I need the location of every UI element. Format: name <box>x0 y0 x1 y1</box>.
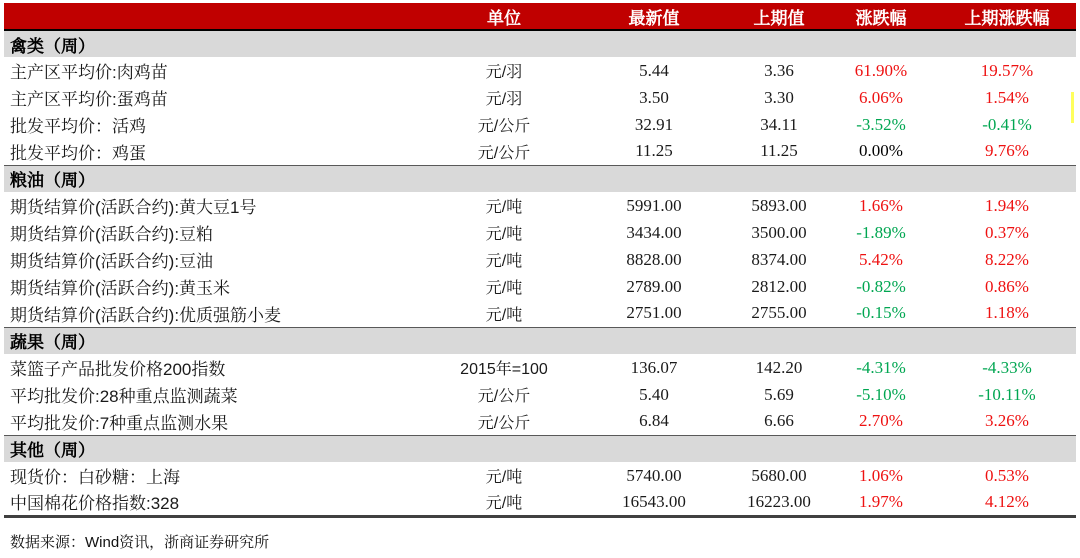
table-row <box>4 354 1076 381</box>
cell-change-pct: 0.00% <box>859 141 903 161</box>
cell-unit: 元/吨 <box>485 226 523 243</box>
table-row <box>4 84 1076 111</box>
cell-change-pct: -4.31% <box>856 357 906 377</box>
table-row <box>4 381 1076 408</box>
cell-change-pct: -5.10% <box>856 384 906 404</box>
cell-label: 期货结算价(活跃合约):优质强筋小麦 <box>10 305 282 325</box>
column-header-previous-value: 上期值 <box>734 3 824 30</box>
cell-unit: 元/公斤 <box>477 388 531 405</box>
cell-prev-value: 2812.00 <box>751 276 807 296</box>
cell-prev-change-pct: -0.41% <box>982 114 1032 134</box>
cell-change-pct: 5.42% <box>859 249 903 269</box>
cell-unit: 元/公斤 <box>477 414 531 432</box>
cell-latest-value: 6.84 <box>639 411 669 431</box>
cell-latest-value: 16543.00 <box>622 491 686 511</box>
cell-prev-value: 2755.00 <box>751 303 807 323</box>
table-row <box>4 300 1076 327</box>
cell-prev-change-pct: 4.12% <box>985 491 1029 511</box>
cell-change-pct: 6.06% <box>859 87 903 107</box>
cell-change-pct: -1.89% <box>856 222 906 242</box>
cell-label: 期货结算价(活跃合约):豆油 <box>10 252 214 271</box>
cell-unit: 元/公斤 <box>477 144 531 162</box>
data-source-note: 数据来源：Wind资讯，浙商证券研究所 <box>10 534 270 551</box>
commodity-price-table <box>4 3 1076 518</box>
cell-latest-value: 5740.00 <box>626 465 682 485</box>
cell-prev-value: 16223.00 <box>747 491 811 511</box>
cell-prev-value: 6.66 <box>764 411 794 431</box>
cell-prev-change-pct: 9.76% <box>985 141 1029 161</box>
cell-label: 平均批发价:28种重点监测蔬菜 <box>10 387 238 406</box>
cell-unit: 2015年=100 <box>460 361 548 378</box>
table-header <box>4 3 1076 30</box>
column-header-latest-value: 最新值 <box>574 3 734 30</box>
yellow-cursor-artifact <box>1071 92 1074 123</box>
cell-label: 期货结算价(活跃合约):黄玉米 <box>10 279 231 298</box>
cell-change-pct: 1.97% <box>859 491 903 511</box>
table-row <box>4 138 1076 165</box>
cell-latest-value: 2789.00 <box>626 276 682 296</box>
table-row <box>4 489 1076 516</box>
cell-unit: 元/吨 <box>485 306 523 324</box>
section-title: 禽类（周） <box>4 30 1076 57</box>
cell-prev-change-pct: 0.37% <box>985 222 1029 242</box>
cell-label: 菜篮子产品批发价格200指数 <box>10 360 226 379</box>
cell-latest-value: 5991.00 <box>626 195 682 215</box>
table-row <box>4 273 1076 300</box>
cell-prev-value: 3.30 <box>764 87 794 107</box>
cell-latest-value: 32.91 <box>634 114 674 134</box>
cell-label: 平均批发价:7种重点监测水果 <box>10 413 229 433</box>
cell-prev-value: 8374.00 <box>751 249 807 269</box>
section-title: 蔬果（周） <box>4 327 1076 354</box>
cell-label: 主产区平均价:肉鸡苗 <box>10 63 168 82</box>
section-header-row <box>4 435 1076 462</box>
section-title: 其他（周） <box>4 435 1076 462</box>
table-row <box>4 246 1076 273</box>
cell-unit: 元/羽 <box>485 64 523 81</box>
cell-label: 期货结算价(活跃合约):黄大豆1号 <box>10 198 257 217</box>
cell-prev-change-pct: 0.86% <box>985 276 1029 296</box>
cell-latest-value: 2751.00 <box>626 303 682 323</box>
table-row <box>4 57 1076 84</box>
cell-label: 期货结算价(活跃合约):豆粕 <box>10 225 214 244</box>
cell-latest-value: 8828.00 <box>626 249 682 269</box>
column-header-previous-change-pct: 上期涨跌幅 <box>938 3 1076 30</box>
cell-unit: 元/吨 <box>485 253 523 270</box>
section-header-row <box>4 30 1076 57</box>
column-header-change-pct: 涨跌幅 <box>824 3 938 30</box>
cell-change-pct: -0.82% <box>856 276 906 296</box>
cell-prev-value: 3.36 <box>764 60 794 80</box>
table-row <box>4 408 1076 435</box>
cell-prev-change-pct: 0.53% <box>985 465 1029 485</box>
cell-latest-value: 11.25 <box>635 141 673 161</box>
cell-change-pct: 2.70% <box>859 411 903 431</box>
cell-change-pct: -0.15% <box>856 303 906 323</box>
cell-prev-change-pct: 1.94% <box>985 195 1029 215</box>
cell-prev-change-pct: 1.54% <box>985 87 1029 107</box>
cell-label: 批发平均价：鸡蛋 <box>10 143 146 163</box>
cell-change-pct: 1.66% <box>859 195 903 215</box>
cell-prev-value: 34.11 <box>760 114 798 134</box>
cell-unit: 元/吨 <box>485 495 523 513</box>
cell-prev-change-pct: 3.26% <box>985 411 1029 431</box>
cell-latest-value: 136.07 <box>630 357 678 377</box>
cell-prev-value: 3500.00 <box>751 222 807 242</box>
cell-prev-value: 5893.00 <box>751 195 807 215</box>
cell-change-pct: 1.06% <box>859 465 903 485</box>
cell-unit: 元/公斤 <box>477 118 531 135</box>
cell-prev-value: 5.69 <box>764 384 794 404</box>
header-row <box>4 3 1076 30</box>
cell-latest-value: 3434.00 <box>626 222 682 242</box>
cell-latest-value: 5.40 <box>639 384 669 404</box>
cell-unit: 元/吨 <box>485 469 523 486</box>
cell-label: 主产区平均价:蛋鸡苗 <box>10 90 168 109</box>
section-title: 粮油（周） <box>4 165 1076 192</box>
table-row <box>4 462 1076 489</box>
cell-label: 中国棉花价格指数:328 <box>10 494 180 514</box>
cell-prev-change-pct: 19.57% <box>980 60 1034 80</box>
cell-unit: 元/吨 <box>485 280 523 297</box>
cell-unit: 元/吨 <box>485 199 523 216</box>
cell-prev-change-pct: -4.33% <box>982 357 1032 377</box>
cell-change-pct: -3.52% <box>856 114 906 134</box>
cell-unit: 元/羽 <box>485 91 523 108</box>
cell-prev-value: 142.20 <box>755 357 803 377</box>
table-row <box>4 111 1076 138</box>
cell-prev-value: 11.25 <box>760 141 798 161</box>
section-header-row <box>4 165 1076 192</box>
cell-latest-value: 3.50 <box>639 87 669 107</box>
cell-prev-change-pct: 8.22% <box>985 249 1029 269</box>
table-row <box>4 192 1076 219</box>
cell-latest-value: 5.44 <box>639 60 669 80</box>
column-header-name <box>4 3 434 30</box>
table-body <box>4 30 1076 516</box>
section-header-row <box>4 327 1076 354</box>
cell-prev-change-pct: 1.18% <box>985 303 1029 323</box>
table-row <box>4 219 1076 246</box>
cell-prev-value: 5680.00 <box>751 465 807 485</box>
cell-label: 现货价：白砂糖：上海 <box>10 468 180 487</box>
cell-prev-change-pct: -10.11% <box>978 384 1036 404</box>
cell-change-pct: 61.90% <box>854 60 908 80</box>
cell-label: 批发平均价：活鸡 <box>10 117 146 136</box>
column-header-unit: 单位 <box>434 3 574 30</box>
